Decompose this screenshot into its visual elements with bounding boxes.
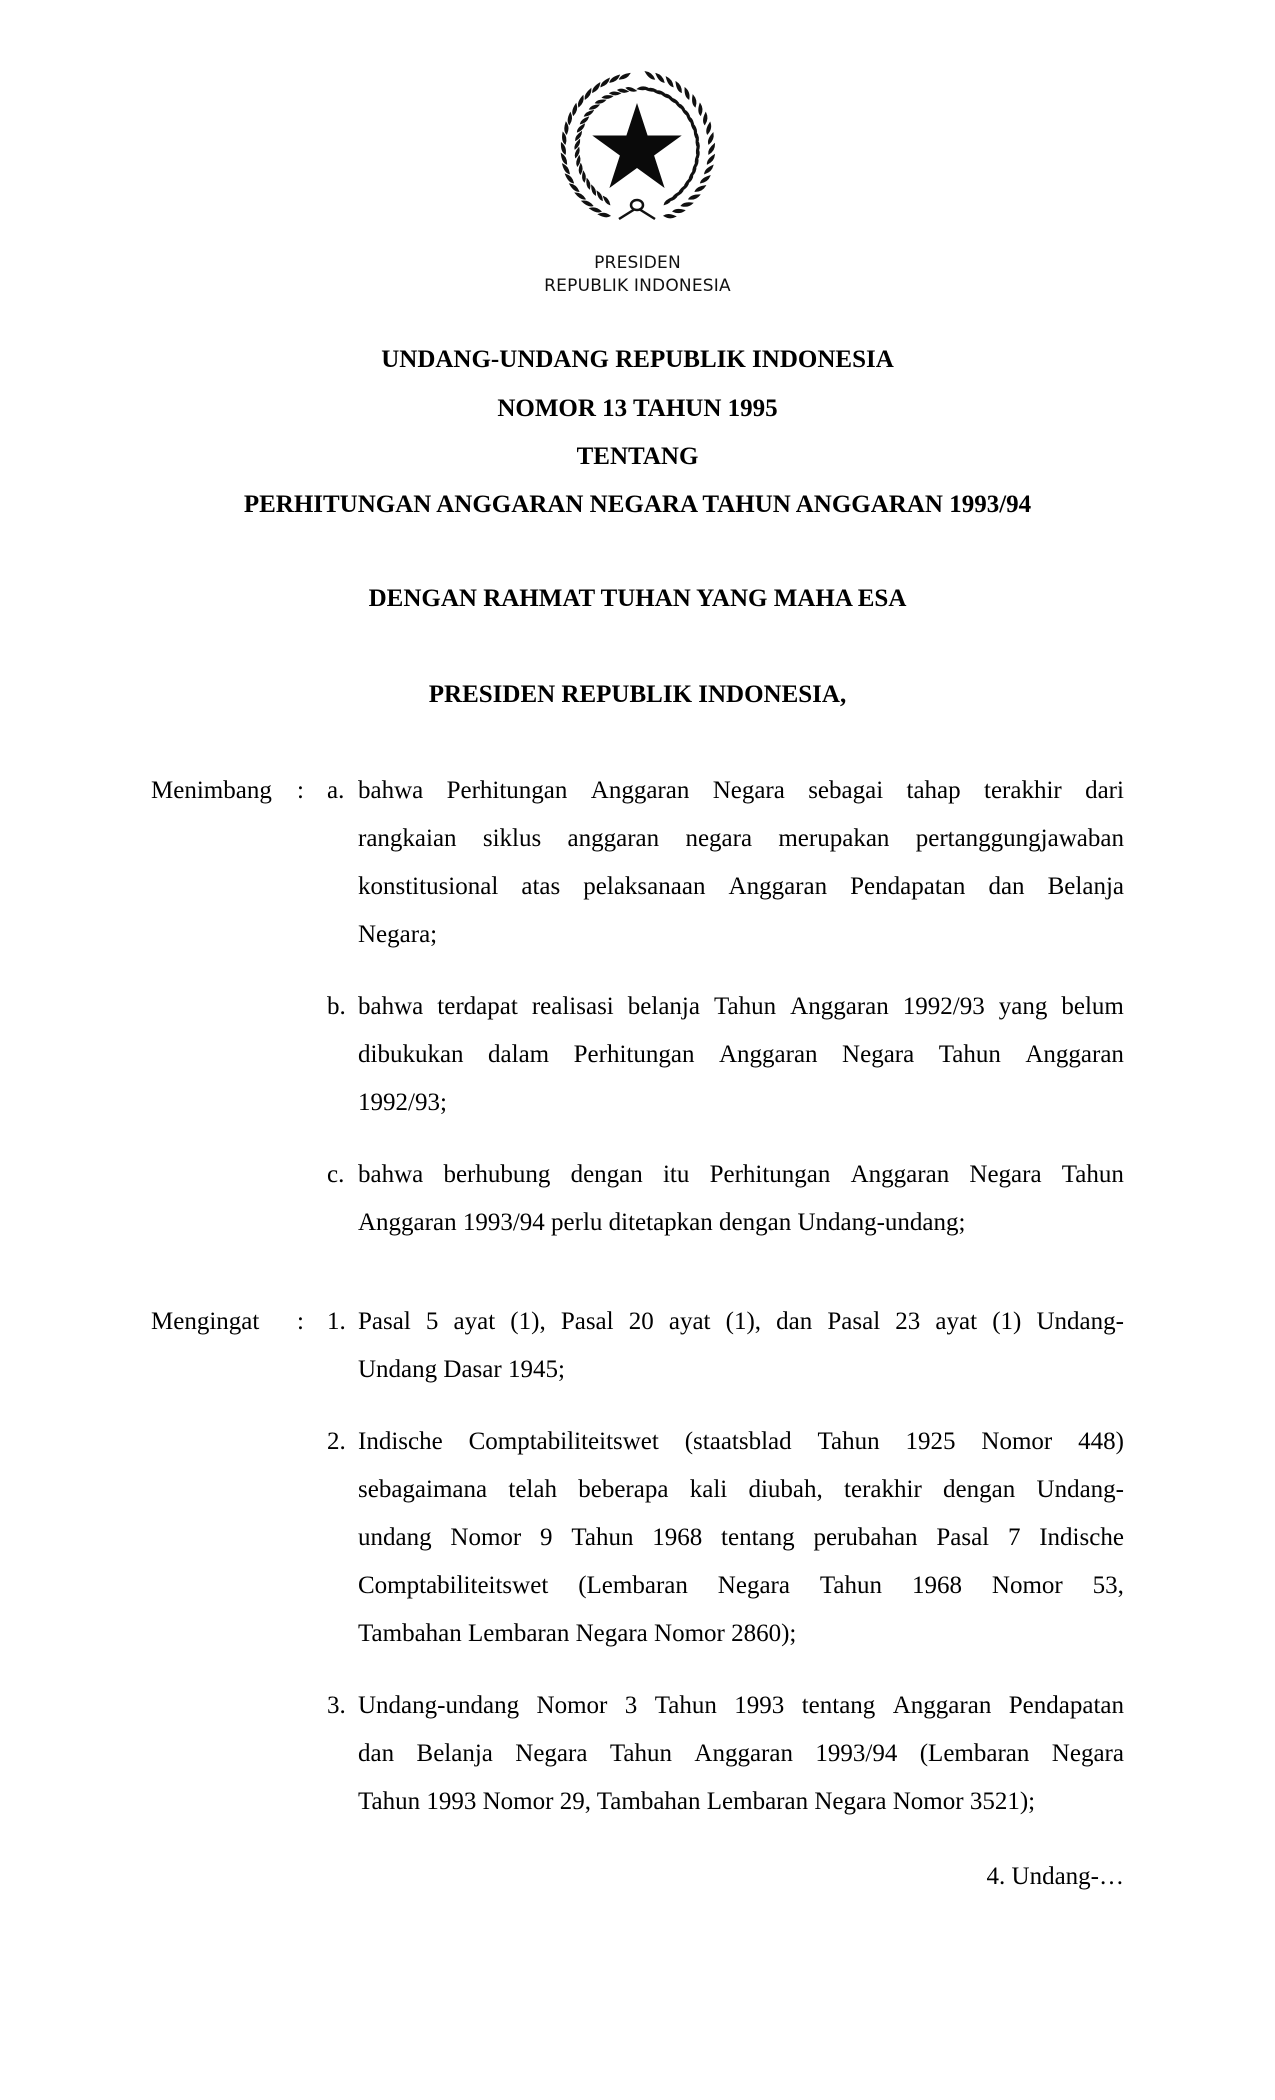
word: (staatsblad (684, 1428, 792, 1455)
word: Negara (1051, 1740, 1124, 1767)
section-colon: : (297, 1308, 304, 1335)
word: Indische (358, 1428, 443, 1455)
item-marker: a. (327, 777, 345, 804)
text-line (358, 1562, 1124, 1610)
word: Belanja (1047, 873, 1124, 900)
word: tentang (721, 1524, 795, 1551)
text-line: Anggaran 1993/94 perlu ditetapkan dengan Undang-undang; (358, 1209, 966, 1236)
item-text (358, 983, 1124, 1127)
word: Pasal (358, 1308, 411, 1335)
word: Negara (717, 1572, 790, 1599)
word: Tahun (609, 1740, 672, 1767)
word: kali (689, 1476, 728, 1503)
word: 1968 (652, 1524, 703, 1551)
word: ayat (935, 1308, 978, 1335)
word: Undang- (1036, 1476, 1124, 1503)
word: ayat (668, 1308, 711, 1335)
word: terakhir (844, 1476, 922, 1503)
word: dari (1085, 777, 1124, 804)
word: Comptabiliteitswet (468, 1428, 659, 1455)
word: Tahun (817, 1428, 880, 1455)
word: bahwa (358, 777, 424, 804)
institution-line-republik: REPUBLIK INDONESIA (544, 276, 731, 296)
list-item (0, 1418, 1275, 1658)
text-line: 1992/93; (358, 1089, 447, 1116)
presidential-emblem (557, 69, 717, 229)
item-marker: 1. (327, 1308, 346, 1335)
section-colon: : (297, 777, 304, 804)
item-marker: c. (327, 1161, 345, 1188)
text-line (358, 1151, 1124, 1199)
star-wreath-emblem-icon (557, 69, 717, 229)
star-icon (592, 103, 681, 188)
word: Negara (842, 1041, 915, 1068)
word: 1992/93 (902, 993, 985, 1020)
word: belanja (627, 993, 700, 1020)
word: 3 (624, 1692, 638, 1719)
text-line (358, 1298, 1124, 1346)
word: diubah, (748, 1476, 823, 1503)
word: Pendapatan (1008, 1692, 1124, 1719)
word: Perhitungan (446, 777, 568, 804)
word: dengan (570, 1161, 643, 1188)
item-text (358, 767, 1124, 959)
word: Pasal (827, 1308, 881, 1335)
item-text (358, 1298, 1124, 1394)
text-line: Tambahan Lembaran Negara Nomor 2860); (358, 1620, 797, 1647)
word: negara (685, 825, 753, 852)
authority-heading: PRESIDEN REPUBLIK INDONESIA, (428, 681, 847, 708)
word: 1993 (734, 1692, 785, 1719)
word: Nomor (536, 1692, 608, 1719)
word: 7 (1007, 1524, 1021, 1551)
word: Indische (1039, 1524, 1124, 1551)
title-number-year: NOMOR 13 TAHUN 1995 (497, 395, 778, 422)
text-line (358, 1466, 1124, 1514)
item-marker: b. (327, 993, 346, 1020)
item-text (358, 1151, 1124, 1247)
word: merupakan (778, 825, 890, 852)
word: (Lembaran (578, 1572, 688, 1599)
word: anggaran (567, 825, 660, 852)
word: itu (662, 1161, 690, 1188)
list-item (0, 1151, 1275, 1247)
word: rangkaian (358, 825, 457, 852)
text-line (358, 1514, 1124, 1562)
word: tentang (801, 1692, 876, 1719)
word: Nomor (450, 1524, 522, 1551)
word: Anggaran (850, 1161, 950, 1188)
word: Comptabiliteitswet (358, 1572, 549, 1599)
word: (1), (725, 1308, 762, 1335)
list-item (0, 983, 1275, 1127)
word: Tahun (819, 1572, 883, 1599)
title-tentang: TENTANG (576, 443, 699, 470)
item-marker: 3. (327, 1692, 346, 1719)
word: (1) (992, 1308, 1022, 1335)
word: Belanja (416, 1740, 493, 1767)
item-text (358, 1682, 1124, 1826)
word: Pendapatan (850, 873, 966, 900)
word: 9 (540, 1524, 553, 1551)
list-item (0, 1298, 1275, 1394)
text-line: Tahun 1993 Nomor 29, Tambahan Lembaran Negara Nomor 3521); (358, 1788, 1036, 1815)
word: Undang- (1036, 1308, 1124, 1335)
word: Undang-undang (358, 1692, 520, 1719)
word: sebagai (808, 777, 884, 804)
word: siklus (482, 825, 542, 852)
text-line (358, 1682, 1124, 1730)
word: ayat (453, 1308, 496, 1335)
word: 1968 (911, 1572, 962, 1599)
word: Anggaran (728, 873, 828, 900)
text-line (358, 1418, 1124, 1466)
word: Tahun (571, 1524, 634, 1551)
mengingat-items (0, 1298, 1275, 1850)
word: Negara (712, 777, 785, 804)
word: 1993/94 (815, 1740, 898, 1767)
word: dalam (488, 1041, 550, 1068)
section-label-menimbang: Menimbang (151, 777, 272, 804)
word: (Lembaran (919, 1740, 1030, 1767)
word: Anggaran (694, 1740, 793, 1767)
word: pertanggungjawaban (915, 825, 1124, 852)
word: Anggaran (1025, 1041, 1124, 1068)
word: 1925 (905, 1428, 956, 1455)
title-subject: PERHITUNGAN ANGGARAN NEGARA TAHUN ANGGARAN 1993/94 (243, 491, 1032, 518)
list-item (0, 1682, 1275, 1826)
word: 23 (895, 1308, 921, 1335)
word: Anggaran (790, 993, 889, 1020)
text-line (358, 815, 1124, 863)
word: tahap (906, 777, 961, 804)
text-line: Negara; (358, 921, 438, 948)
word: Tahun (938, 1041, 1001, 1068)
word: Pasal (560, 1308, 614, 1335)
title-law-type: UNDANG-UNDANG REPUBLIK INDONESIA (381, 346, 894, 373)
word: realisasi (531, 993, 614, 1020)
word: dengan (943, 1476, 1016, 1503)
word: Perhitungan (573, 1041, 695, 1068)
word: belum (1061, 993, 1124, 1020)
word: 448) (1078, 1428, 1124, 1455)
text-line (358, 983, 1124, 1031)
word: konstitusional (358, 873, 499, 900)
word: atas (521, 873, 561, 900)
word: Tahun (714, 993, 777, 1020)
word: pelaksanaan (583, 873, 706, 900)
word: beberapa (578, 1476, 669, 1503)
word: terakhir (984, 777, 1062, 804)
list-item (0, 767, 1275, 959)
text-line (358, 1730, 1124, 1778)
word: dibukukan (358, 1041, 464, 1068)
institution-caption (0, 252, 1275, 298)
word: terdapat (437, 993, 518, 1020)
word: Anggaran (590, 777, 690, 804)
word: bahwa (358, 993, 424, 1020)
word: Perhitungan (709, 1161, 831, 1188)
word: telah (508, 1476, 557, 1503)
word: yang (998, 993, 1048, 1020)
word: Tahun (1061, 1161, 1124, 1188)
word: Anggaran (718, 1041, 818, 1068)
word: Negara (969, 1161, 1042, 1188)
word: Anggaran (892, 1692, 992, 1719)
item-marker: 2. (327, 1428, 346, 1455)
item-text (358, 1418, 1124, 1658)
menimbang-items (0, 767, 1275, 1271)
word: berhubung (443, 1161, 551, 1188)
word: dan (776, 1308, 813, 1335)
word: 20 (628, 1308, 654, 1335)
word: 53, (1092, 1572, 1124, 1599)
text-line (358, 863, 1124, 911)
section-label-mengingat: Mengingat (151, 1308, 260, 1335)
word: bahwa (358, 1161, 424, 1188)
word: Pasal (936, 1524, 990, 1551)
word: undang (358, 1524, 432, 1551)
word: Negara (515, 1740, 588, 1767)
page-continuation-catchword: 4. Undang-… (986, 1863, 1124, 1890)
word: dan (988, 873, 1025, 900)
word: dan (358, 1740, 395, 1767)
institution-line-presiden: PRESIDEN (594, 253, 681, 273)
word: Nomor (981, 1428, 1053, 1455)
word: 5 (425, 1308, 439, 1335)
word: perubahan (813, 1524, 918, 1551)
invocation-heading: DENGAN RAHMAT TUHAN YANG MAHA ESA (368, 585, 907, 612)
text-line (358, 1031, 1124, 1079)
word: sebagaimana (358, 1476, 488, 1503)
word: (1), (510, 1308, 546, 1335)
word: Tahun (654, 1692, 717, 1719)
word: Nomor (991, 1572, 1063, 1599)
text-line (358, 767, 1124, 815)
text-line: Undang Dasar 1945; (358, 1356, 565, 1383)
